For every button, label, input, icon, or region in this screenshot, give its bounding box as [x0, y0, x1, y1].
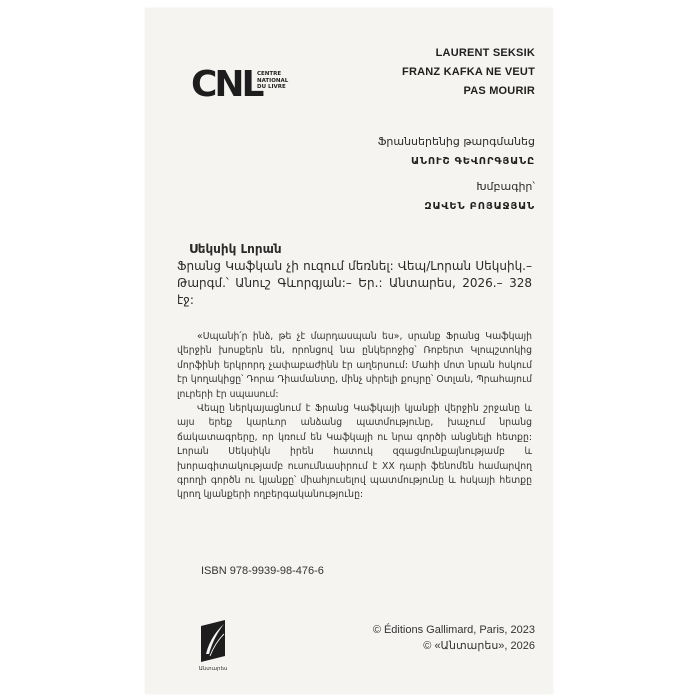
summary-paragraph: Վեպը ներկայացնում է Ֆրանց Կաֆկայի կյանքի վերջին շրջանը և այս երեք կարևոր անձանց պատմությունը, խաչում նրանց ճակատագրերը, որ կռում են Կաֆկայի ու նրա գործի անցնելի հետքը: Լորան Սեկսիկն իրեն հատուկ զգացմունքայնությամբ և խորագիտակությամբ ուսումնասիրում է XX դարի ֆենոմեն համարվող գրողի գործն ու կյանքը՝ միահյուսելով պատմությունը և հսկայի հետքը կրող կյանքերի ողբերգականությունը: [177, 403, 532, 501]
cnl-subtitle-line: DU LIVRE [257, 84, 286, 90]
catalog-body: Ֆրանց Կաֆկան չի ուզում մեռնել: Վեպ/Լորան Սեկսիկ.– Թարգմ.՝ Անուշ Գևորգյան:– Եր.: Անտարես, 2026.– 328 էջ: [177, 259, 532, 307]
original-title-line: PAS MOURIR [463, 85, 535, 97]
publisher-logo-label: Անտարես [198, 666, 228, 672]
book-page [145, 8, 553, 694]
cnl-logo-subtitle [257, 71, 288, 91]
summary-paragraph: «Սպանի՛ր ինձ, թե չէ մարդասպան ես», սրանք Ֆրանց Կաֆկայի վերջին խոսքերն են, որոնցով նա ընկերոջից՝ Ռոբերտ Կլոպշտոկից մորֆինի երկրորդ չափաբաժինն էր աղերսում: Մահի մոտ նրան հսկում էր կողակիցը՝ Դորա Դիամանտը, մինչ սիրելի քույրը՝ Օտլան, Պրահայում լուրերի էր սպասում: [177, 331, 532, 400]
copyright-line: © «Անտարես», 2026 [423, 640, 535, 652]
copyright-block [373, 622, 535, 654]
translator-name: ԱՆՈՒՇ ԳԵՎՈՐԳՅԱՆԸ [410, 156, 535, 167]
antares-logo-icon [197, 618, 229, 664]
original-title-line: FRANZ KAFKA NE VEUT [402, 66, 535, 78]
publisher-logo [197, 618, 229, 678]
isbn: ISBN 978-9939-98-476-6 [201, 565, 324, 577]
book-summary [177, 330, 532, 503]
cnl-subtitle-line: CENTRE [257, 71, 282, 77]
cnl-logo [191, 63, 289, 113]
editor-name: ԶԱՎԵՆ ԲՈՅԱՋՅԱՆ [424, 201, 535, 212]
original-author: LAURENT SEKSIK [435, 47, 535, 59]
cnl-logo-letters: CNL [191, 64, 262, 105]
cnl-subtitle-line: NATIONAL [257, 77, 289, 84]
original-title-block [402, 44, 535, 101]
translation-label: Ֆրանսերենից թարգմանեց [377, 135, 535, 148]
catalog-author: Սեկսիկ Լորան [189, 242, 282, 256]
editor-label: Խմբագիր՝ [476, 180, 535, 193]
copyright-line: © Éditions Gallimard, Paris, 2023 [372, 624, 535, 636]
catalog-entry [177, 241, 532, 309]
